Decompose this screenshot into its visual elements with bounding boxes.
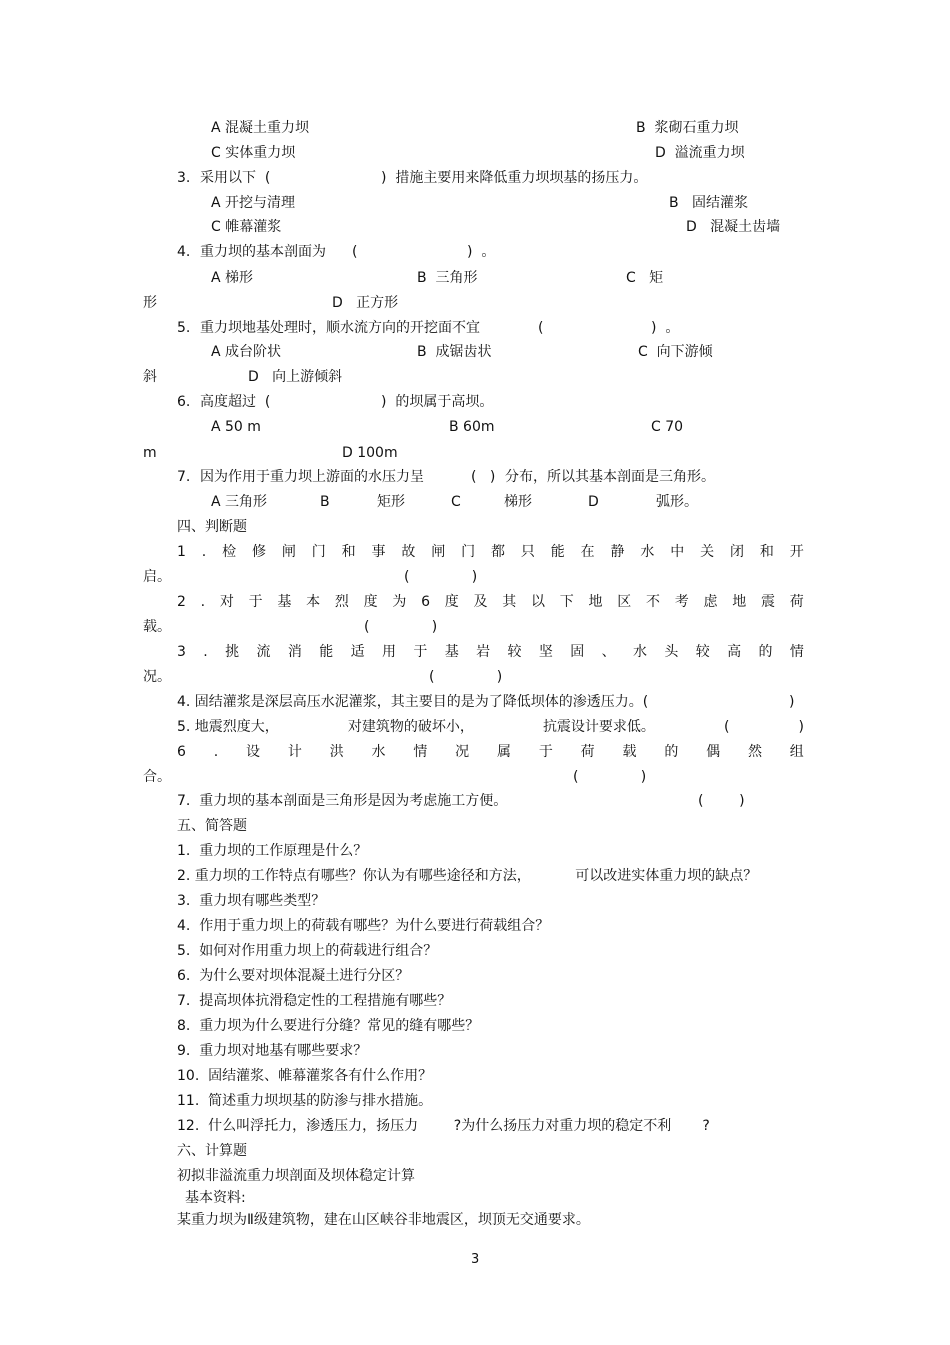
char: 载 bbox=[622, 744, 637, 760]
question-item: 11. 简述重力坝坝基的防渗与排水措施。 bbox=[177, 1093, 433, 1109]
char: 适 bbox=[350, 644, 365, 660]
page-number: 3 bbox=[471, 1252, 480, 1267]
q3-stem-rest: ) 措施主要用来降低重力坝坝基的扬压力。 bbox=[381, 170, 648, 186]
judgment-3-paren: ( ) bbox=[429, 669, 503, 685]
char: 较 bbox=[695, 644, 710, 660]
judgment-2-line bbox=[177, 593, 804, 611]
char: 6 bbox=[421, 594, 431, 610]
q6-stem-rest: ) 的坝属于高坝。 bbox=[381, 394, 494, 410]
char: 高 bbox=[727, 644, 742, 660]
judgment-1-paren: ( ) bbox=[404, 569, 478, 585]
q2-option-b: B 浆砌石重力坝 bbox=[636, 120, 739, 136]
q4-option-c: C 矩 bbox=[626, 270, 664, 286]
char: 2 bbox=[177, 594, 186, 610]
q6-stem: 高度超过 ( bbox=[200, 394, 271, 410]
char: 头 bbox=[664, 644, 679, 660]
segment: 对建筑物的破坏小， bbox=[347, 719, 474, 735]
char: 情 bbox=[789, 644, 804, 660]
char: . bbox=[203, 644, 208, 660]
char: 1 bbox=[177, 544, 186, 560]
char: 固 bbox=[570, 644, 585, 660]
char: 6 bbox=[177, 744, 186, 760]
q7-option-c: 梯形 bbox=[504, 494, 532, 510]
q3-option-b: B 固结灌浆 bbox=[669, 195, 748, 211]
judgment-3-cont: 况。 bbox=[143, 669, 171, 685]
q4-paren-open: ( bbox=[352, 244, 358, 260]
q5-option-a: A 成台阶状 bbox=[211, 344, 282, 360]
q7-option-a: A 三角形 bbox=[211, 494, 268, 510]
question-item: 9. 重力坝对地基有哪些要求？ bbox=[177, 1043, 368, 1059]
char: 洪 bbox=[329, 744, 344, 760]
char: 闸 bbox=[431, 544, 446, 560]
char: 故 bbox=[401, 544, 416, 560]
char: 事 bbox=[371, 544, 386, 560]
char: 不 bbox=[646, 594, 661, 610]
judgment-2-paren: ( ) bbox=[364, 619, 438, 635]
char: 于 bbox=[248, 594, 263, 610]
section5-title: 五、简答题 bbox=[177, 818, 247, 834]
char: 计 bbox=[287, 744, 302, 760]
judgment-6-paren: ( ) bbox=[573, 769, 647, 785]
char: 基 bbox=[277, 594, 292, 610]
char: 偶 bbox=[706, 744, 721, 760]
q5-option-c-cont: 斜 bbox=[143, 369, 157, 385]
char: 度 bbox=[444, 594, 459, 610]
char: 下 bbox=[559, 594, 574, 610]
char: 于 bbox=[413, 644, 428, 660]
q2-option-c: C 实体重力坝 bbox=[211, 145, 296, 161]
q4-option-c-cont: 形 bbox=[143, 295, 157, 311]
char: 消 bbox=[287, 644, 302, 660]
q5-paren-open: ( bbox=[538, 320, 544, 336]
char: 关 bbox=[700, 544, 715, 560]
char: 属 bbox=[497, 744, 511, 760]
question-item: 4. 作用于重力坝上的荷载有哪些？为什么要进行荷载组合？ bbox=[177, 918, 550, 934]
q3-option-a: A 开挖与清理 bbox=[211, 195, 296, 211]
char: . bbox=[200, 594, 206, 610]
judgment-2-cont: 载。 bbox=[143, 619, 171, 635]
q3-number: 3. bbox=[177, 170, 191, 186]
q5-option-b: B 成锯齿状 bbox=[417, 344, 492, 360]
q5-option-c: C 向下游倾 bbox=[638, 344, 713, 360]
q5-number: 5. bbox=[177, 320, 191, 336]
char: 水 bbox=[640, 544, 655, 560]
char: 虑 bbox=[703, 594, 718, 610]
char: 门 bbox=[461, 544, 476, 560]
q2-option-a: A 混凝土重力坝 bbox=[211, 120, 310, 136]
q7-option-c-label: C bbox=[451, 494, 461, 510]
section6-subtitle: 初拟非溢流重力坝剖面及坝体稳定计算 bbox=[177, 1168, 415, 1184]
char: 地 bbox=[732, 594, 747, 610]
char: 较 bbox=[507, 644, 522, 660]
section6-title: 六、计算题 bbox=[177, 1143, 247, 1159]
char: 水 bbox=[633, 644, 647, 660]
char: 然 bbox=[747, 744, 762, 760]
judgment-6-cont: 合。 bbox=[143, 769, 171, 785]
q6-option-d: D 100m bbox=[342, 445, 398, 461]
question-item: 5. 如何对作用重力坝上的荷载进行组合？ bbox=[177, 943, 438, 959]
char: 中 bbox=[670, 544, 685, 560]
q6-number: 6. bbox=[177, 394, 191, 410]
char: 组 bbox=[789, 744, 804, 760]
question-item: 7. 提高坝体抗滑稳定性的工程措施有哪些？ bbox=[177, 993, 452, 1009]
char: 荷 bbox=[580, 744, 595, 760]
q5-option-d: D 向上游倾斜 bbox=[248, 369, 343, 385]
char: 门 bbox=[311, 544, 326, 560]
char: 在 bbox=[580, 544, 595, 560]
q5-stem: 重力坝地基处理时，顺水流方向的开挖面不宜 bbox=[200, 320, 480, 336]
judgment-1-line bbox=[177, 543, 804, 561]
char: 震 bbox=[761, 594, 776, 610]
char: 荷 bbox=[789, 594, 804, 610]
segment: 抗震设计要求低。 bbox=[542, 719, 655, 735]
judgment-7-paren: ( ) bbox=[698, 793, 745, 809]
char: 本 bbox=[306, 594, 321, 610]
section4-title: 四、判断题 bbox=[177, 519, 247, 535]
q4-option-b: B 三角形 bbox=[417, 270, 478, 286]
question-item: 8. 重力坝为什么要进行分缝？常见的缝有哪些？ bbox=[177, 1018, 480, 1034]
q3-option-c: C 帷幕灌浆 bbox=[211, 219, 282, 235]
char: 水 bbox=[371, 744, 386, 760]
char: 开 bbox=[789, 544, 804, 560]
q6-option-b: B 60m bbox=[449, 419, 495, 435]
q7-paren: ( ) bbox=[471, 469, 496, 485]
q4-number: 4. bbox=[177, 244, 191, 260]
segment: 5. 地震烈度大， bbox=[177, 719, 279, 735]
q7-stem: 因为作用于重力坝上游面的水压力呈 bbox=[200, 469, 424, 485]
char: 挑 bbox=[225, 644, 240, 660]
char: 用 bbox=[382, 644, 396, 660]
char: 况 bbox=[455, 744, 470, 760]
judgment-6-line bbox=[177, 743, 804, 761]
char: 和 bbox=[759, 544, 774, 560]
char: 能 bbox=[319, 644, 334, 660]
q7-stem-rest: 分布，所以其基本剖面是三角形。 bbox=[505, 469, 715, 485]
segment: ) bbox=[798, 719, 804, 735]
char: 修 bbox=[252, 544, 266, 560]
q5-paren-close: ) 。 bbox=[651, 320, 680, 336]
question-item: 10. 固结灌浆、帷幕灌浆各有什么作用？ bbox=[177, 1068, 433, 1084]
question-item: 2. 重力坝的工作特点有哪些？你认为有哪些途径和方法， 可以改进实体重力坝的缺点？ bbox=[177, 868, 758, 884]
char: 闭 bbox=[730, 544, 744, 560]
q7-option-b: 矩形 bbox=[377, 494, 405, 510]
q6-option-a: A 50 m bbox=[211, 419, 261, 435]
q3-option-d: D 混凝土齿墙 bbox=[686, 219, 781, 235]
q7-number: 7. bbox=[177, 469, 191, 485]
q4-paren-close: ) 。 bbox=[467, 244, 496, 260]
char: 检 bbox=[222, 544, 237, 560]
char: 基 bbox=[444, 644, 459, 660]
q6-option-c-cont: m bbox=[143, 445, 157, 461]
question-item: 12. 什么叫浮托力，渗透压力，扬压力 ?为什么扬压力对重力坝的稳定不利 ? bbox=[177, 1118, 710, 1134]
q4-option-a: A 梯形 bbox=[211, 270, 254, 286]
basic-data-label: 基本资料: bbox=[185, 1190, 246, 1206]
char: . bbox=[213, 744, 219, 760]
char: 烈 bbox=[334, 594, 349, 610]
char: 地 bbox=[588, 594, 603, 610]
char: 3 bbox=[177, 644, 186, 660]
char: 能 bbox=[550, 544, 565, 560]
char: 只 bbox=[520, 544, 535, 560]
judgment-4-paren-close: ) bbox=[789, 694, 795, 710]
q7-option-d: 弧形。 bbox=[656, 494, 698, 510]
basic-data-text: 某重力坝为Ⅱ级建筑物，建在山区峡谷非地震区，坝顶无交通要求。 bbox=[177, 1212, 590, 1228]
judgment-3-line bbox=[177, 643, 804, 661]
char: 的 bbox=[664, 744, 679, 760]
char: 设 bbox=[246, 744, 261, 760]
question-item: 3. 重力坝有哪些类型？ bbox=[177, 893, 326, 909]
char: 坚 bbox=[538, 644, 553, 660]
char: 都 bbox=[491, 544, 505, 560]
judgment-1-cont: 启。 bbox=[143, 569, 171, 585]
q3-stem: 采用以下 ( bbox=[200, 170, 271, 186]
char: 度 bbox=[363, 594, 378, 610]
judgment-5-line bbox=[177, 718, 804, 736]
char: 闸 bbox=[281, 544, 296, 560]
char: 以 bbox=[531, 594, 546, 610]
char: 考 bbox=[674, 594, 689, 610]
q6-option-c: C 70 bbox=[651, 419, 684, 435]
segment: ( bbox=[724, 719, 730, 735]
q7-option-b-label: B bbox=[320, 494, 330, 510]
char: 区 bbox=[617, 594, 632, 610]
char: 静 bbox=[610, 544, 625, 560]
char: 为 bbox=[392, 594, 407, 610]
char: 情 bbox=[413, 744, 428, 760]
q7-option-d-label: D bbox=[588, 494, 599, 510]
judgment-7: 7. 重力坝的基本剖面是三角形是因为考虑施工方便。 bbox=[177, 793, 508, 809]
char: 于 bbox=[538, 744, 553, 760]
q2-option-d: D 溢流重力坝 bbox=[655, 145, 745, 161]
char: 和 bbox=[341, 544, 356, 560]
q4-option-d: D 正方形 bbox=[332, 295, 399, 311]
char: 及 bbox=[473, 594, 488, 610]
char: 、 bbox=[601, 644, 616, 660]
question-item: 1. 重力坝的工作原理是什么？ bbox=[177, 843, 368, 859]
q4-stem: 重力坝的基本剖面为 bbox=[200, 244, 326, 260]
char: 的 bbox=[758, 644, 773, 660]
char: 对 bbox=[219, 594, 234, 610]
char: . bbox=[201, 544, 207, 560]
question-item: 6. 为什么要对坝体混凝土进行分区？ bbox=[177, 968, 410, 984]
char: 其 bbox=[502, 594, 517, 610]
judgment-4: 4. 固结灌浆是深层高压水泥灌浆，其主要目的是为了降低坝体的渗透压力。( bbox=[177, 694, 649, 710]
char: 流 bbox=[256, 644, 271, 660]
char: 岩 bbox=[476, 644, 491, 660]
